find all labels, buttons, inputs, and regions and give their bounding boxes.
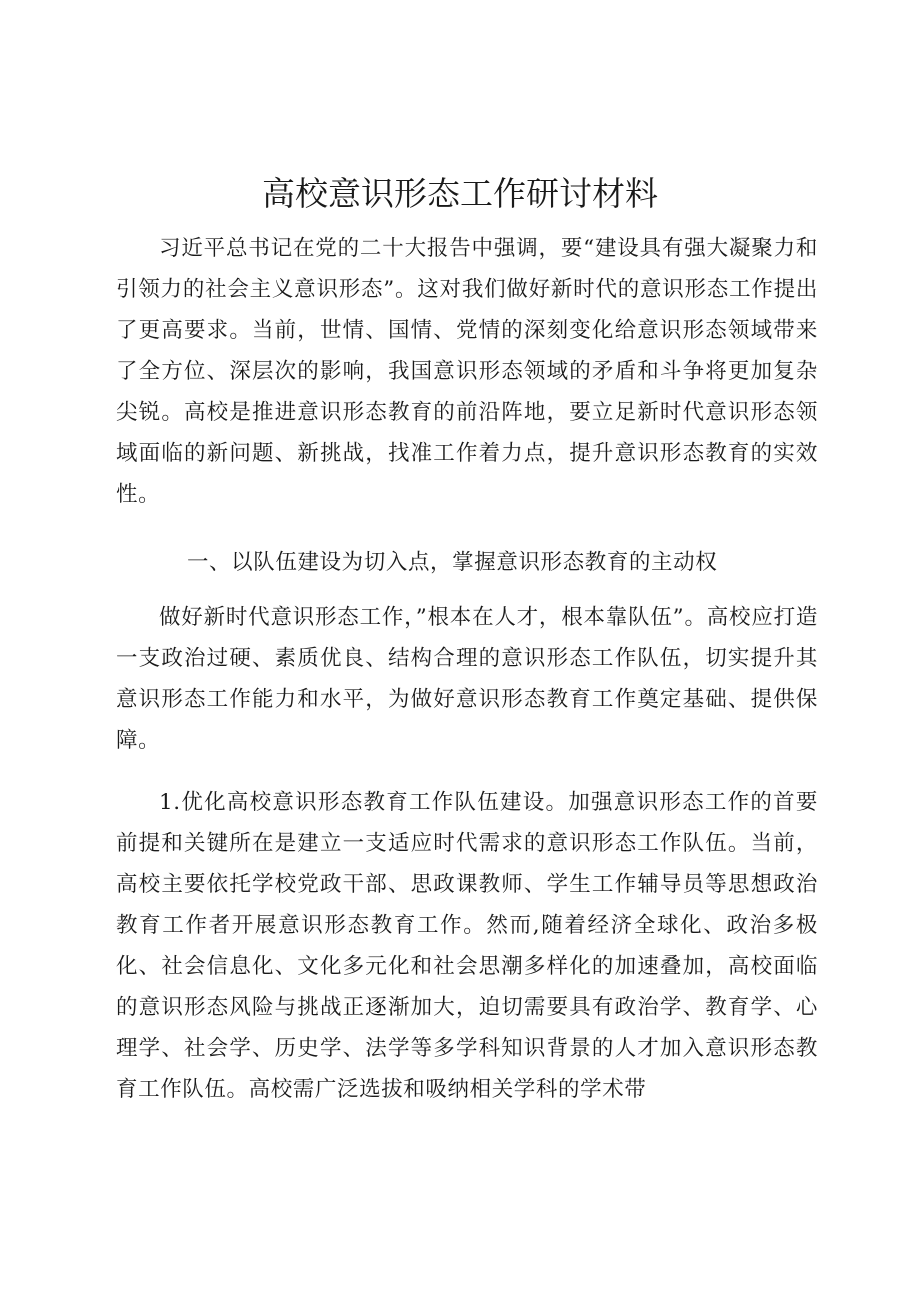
section-heading-1: 一、以队伍建设为切入点，掌握意识形态教育的主动权 [186, 550, 718, 575]
subsection-1-paragraph: 1.优化高校意识形态教育工作队伍建设。加强意识形态工作的首要前提和关键所在是建立一支适应时代需求的意识形态工作队伍。当前，高校主要依托学校党政干部、思政课教师、学生工作辅导员等思想政治教育工作者开展意识形态教育工作。然而,随着经济全球化、政治多极化、社会信息化、文化多元化和社会思潮多样化的加速叠加，高校面临的意识形态风险与挑战正逐渐加大，迫切需要具有政治学、教育学、心理学、社会学、历史学、法学等多学科知识背景的人才加入意识形态教育工作队伍。高校需广泛选拔和吸纳相关学科的学术带 [116, 790, 818, 1102]
document-title: 高校意识形态工作研讨材料 [262, 174, 658, 213]
section-1-paragraph: 做好新时代意识形态工作，”根本在人才，根本靠队伍”。高校应打造一支政治过硬、素质优良、结构合理的意识形态工作队伍，切实提升其意识形态工作能力和水平，为做好意识形态教育工作奠定基础、提供保障。 [116, 605, 818, 753]
intro-paragraph: 习近平总书记在党的二十大报告中强调，要“建设具有强大凝聚力和引领力的社会主义意识形态”。这对我们做好新时代的意识形态工作提出了更高要求。当前，世情、国情、党情的深刻变化给意识形态领域带来了全方位、深层次的影响，我国意识形态领域的矛盾和斗争将更加复杂尖锐。高校是推进意识形态教育的前沿阵地，要立足新时代意识形态领域面临的新问题、新挑战，找准工作着力点，提升意识形态教育的实效性。 [116, 236, 818, 507]
